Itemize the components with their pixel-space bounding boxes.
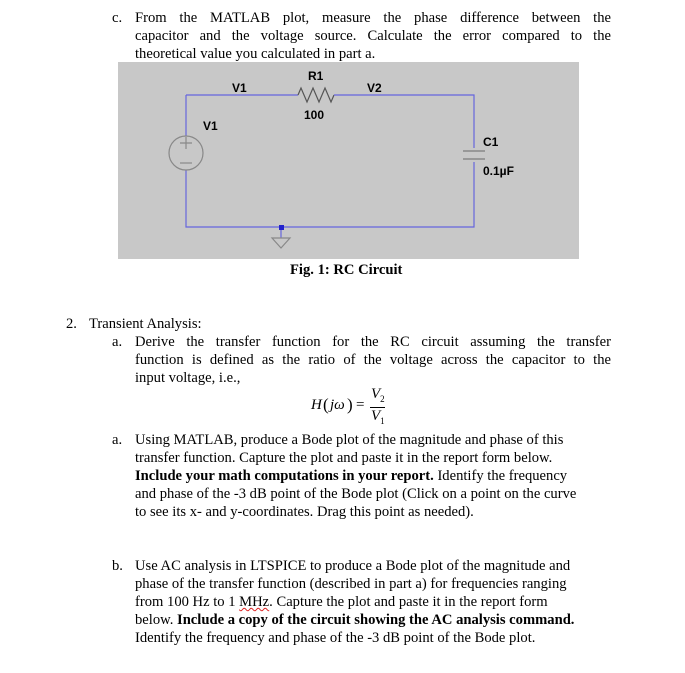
item-b-line-1: Use AC analysis in LTSPICE to produce a Bode plot of the magnitude and <box>135 558 571 574</box>
item-b-unit-mhz: MHz <box>239 594 270 610</box>
part-c-line-2: capacitor and the voltage source. Calculate the error compared to the <box>135 28 611 44</box>
resistor-r1-symbol <box>298 88 334 102</box>
item-a2-line-5: to see its x- and y-coordinates. Drag this point as needed). <box>135 504 474 520</box>
eq-numerator: $V_2$ <box>371 386 385 404</box>
item-a2-label: a. <box>112 432 123 448</box>
eq-close-paren: ) <box>347 395 353 414</box>
item-a2-line-4: and phase of the -3 dB point of the Bode plot (Click on a point on the curve <box>135 486 577 502</box>
item-a2-line-2: transfer function. Capture the plot and paste it in the report form below. <box>135 450 553 466</box>
capacitor-c1-symbol <box>463 151 485 159</box>
part-c-line-3: theoretical value you calculated in part a. <box>135 46 376 62</box>
capacitor-value: 0.1µF <box>483 164 514 178</box>
wire-top-right <box>334 95 474 148</box>
part-c-label: c. <box>112 10 123 26</box>
item-a2-line-3 <box>135 467 567 485</box>
eq-arg: jω <box>330 397 345 413</box>
item-a2-line-3-rest: Identify the frequency <box>433 468 568 484</box>
item-b-line-5: Identify the frequency and phase of the -3 dB point of the Bode plot. <box>135 630 536 646</box>
voltage-source-symbol <box>169 136 203 170</box>
item-a2-line-3-bold: Include your math computations in your report. <box>135 468 434 484</box>
item-a1-line-2: function is defined as the ratio of the voltage across the capacitor to the <box>135 352 611 368</box>
ground-node-marker <box>279 225 284 230</box>
eq-open-paren: ( <box>323 395 329 414</box>
item-b-line-3-post: . Capture the plot and paste it in the report form <box>269 594 548 610</box>
resistor-label: R1 <box>308 69 324 83</box>
item-b-line-4-pre: below. <box>135 612 178 628</box>
item-a1-line-1: Derive the transfer function for the RC circuit assuming the transfer <box>135 334 611 350</box>
section-2-number: 2. <box>66 316 77 332</box>
item-b-line-3 <box>135 593 548 611</box>
item-b-line-2: phase of the transfer function (described in part a) for frequencies ranging <box>135 576 567 592</box>
item-a1-line-3: input voltage, i.e., <box>135 370 241 386</box>
transfer-function-equation <box>311 386 391 430</box>
eq-equals: = <box>356 397 365 413</box>
item-a2-line-1: Using MATLAB, produce a Bode plot of the magnitude and phase of this <box>135 432 564 448</box>
node-label-v1: V1 <box>232 81 247 95</box>
item-a1-label: a. <box>112 334 123 350</box>
item-b-line-4 <box>135 611 574 629</box>
eq-denominator: $V_1$ <box>371 408 385 426</box>
figure-caption: Fig. 1: RC Circuit <box>290 262 403 278</box>
item-b-label: b. <box>112 558 123 574</box>
item-b-line-3-pre: from 100 Hz to 1 <box>135 594 240 610</box>
ground-symbol <box>272 238 290 248</box>
node-label-v2: V2 <box>367 81 382 95</box>
section-2-title: Transient Analysis: <box>89 316 202 332</box>
source-label: V1 <box>203 119 218 133</box>
circuit-diagram <box>118 62 579 259</box>
eq-lhs: H <box>311 397 322 413</box>
item-b-line-4-bold: Include a copy of the circuit showing the AC analysis command. <box>177 612 575 628</box>
wire-left-lower <box>186 162 474 227</box>
part-c-line-1: From the MATLAB plot, measure the phase difference between the <box>135 10 611 26</box>
resistor-value: 100 <box>304 108 325 122</box>
capacitor-label: C1 <box>483 135 499 149</box>
